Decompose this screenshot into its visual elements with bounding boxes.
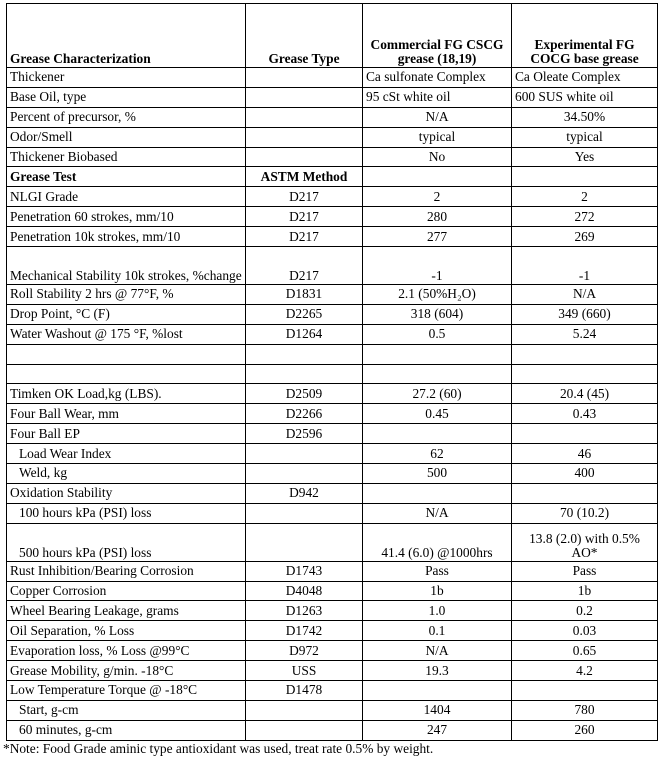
row-experimental-value: 0.43 xyxy=(512,404,658,424)
row-commercial-value xyxy=(363,424,512,444)
row-astm-method: D217 xyxy=(246,227,363,247)
row-experimental-value: 400 xyxy=(512,464,658,484)
row-commercial-value: N/A xyxy=(363,503,512,523)
row-label: Timken OK Load,kg (LBS). xyxy=(7,384,246,404)
row-label: Weld, kg xyxy=(7,464,246,484)
row-astm-method xyxy=(246,127,363,147)
grease-characterization-table xyxy=(6,3,658,741)
table-row xyxy=(7,661,658,681)
row-commercial-value: 500 xyxy=(363,464,512,484)
row-label: Grease Test xyxy=(7,167,246,187)
table-row xyxy=(7,424,658,444)
row-astm-method xyxy=(246,107,363,127)
row-astm-method xyxy=(246,147,363,167)
table-row xyxy=(7,523,658,561)
row-experimental-value: 2 xyxy=(512,187,658,207)
row-label: Grease Mobility, g/min. -18°C xyxy=(7,661,246,681)
row-astm-method: D217 xyxy=(246,247,363,285)
row-label: Four Ball EP xyxy=(7,424,246,444)
row-label xyxy=(7,364,246,384)
row-experimental-value xyxy=(512,483,658,503)
row-astm-method: D2596 xyxy=(246,424,363,444)
row-label: Water Washout @ 175 °F, %lost xyxy=(7,324,246,344)
row-label: Four Ball Wear, mm xyxy=(7,404,246,424)
table-row xyxy=(7,601,658,621)
row-experimental-value: 349 (660) xyxy=(512,304,658,324)
row-astm-method xyxy=(246,700,363,720)
row-label: Penetration 60 strokes, mm/10 xyxy=(7,207,246,227)
table-row xyxy=(7,207,658,227)
table-row xyxy=(7,167,658,187)
row-label: Roll Stability 2 hrs @ 77°F, % xyxy=(7,285,246,305)
row-commercial-value xyxy=(363,483,512,503)
row-astm-method xyxy=(246,87,363,107)
table-row xyxy=(7,581,658,601)
row-label: Drop Point, °C (F) xyxy=(7,304,246,324)
row-label: 500 hours kPa (PSI) loss xyxy=(7,523,246,561)
row-label: Wheel Bearing Leakage, grams xyxy=(7,601,246,621)
row-experimental-value: 600 SUS white oil xyxy=(512,87,658,107)
row-commercial-value: 318 (604) xyxy=(363,304,512,324)
row-experimental-value: 46 xyxy=(512,444,658,464)
row-astm-method xyxy=(246,503,363,523)
row-astm-method: D1743 xyxy=(246,561,363,581)
row-label: Percent of precursor, % xyxy=(7,107,246,127)
row-commercial-value: 95 cSt white oil xyxy=(363,87,512,107)
row-astm-method xyxy=(246,68,363,88)
row-astm-method xyxy=(246,464,363,484)
row-experimental-value xyxy=(512,344,658,364)
header-experimental-grease: Experimental FG COCG base grease xyxy=(512,4,658,68)
row-commercial-value: N/A xyxy=(363,641,512,661)
row-experimental-value: 20.4 (45) xyxy=(512,384,658,404)
row-label: Mechanical Stability 10k strokes, %change xyxy=(7,247,246,285)
row-label: Odor/Smell xyxy=(7,127,246,147)
row-experimental-value xyxy=(512,681,658,701)
row-astm-method: USS xyxy=(246,661,363,681)
table-row xyxy=(7,107,658,127)
row-astm-method: D1263 xyxy=(246,601,363,621)
row-commercial-value: 27.2 (60) xyxy=(363,384,512,404)
table-body xyxy=(7,4,658,741)
row-commercial-value: 0.1 xyxy=(363,621,512,641)
row-experimental-value xyxy=(512,424,658,444)
row-commercial-value xyxy=(363,344,512,364)
row-commercial-value xyxy=(363,681,512,701)
row-label: Copper Corrosion xyxy=(7,581,246,601)
row-label: Low Temperature Torque @ -18°C xyxy=(7,681,246,701)
row-astm-method: D1831 xyxy=(246,285,363,305)
row-astm-method xyxy=(246,444,363,464)
row-label: Thickener Biobased xyxy=(7,147,246,167)
blank-row xyxy=(7,344,658,364)
row-astm-method: D1264 xyxy=(246,324,363,344)
row-experimental-value: -1 xyxy=(512,247,658,285)
row-commercial-value: 62 xyxy=(363,444,512,464)
row-astm-method: D2265 xyxy=(246,304,363,324)
table-row xyxy=(7,227,658,247)
table-row xyxy=(7,384,658,404)
row-label: Load Wear Index xyxy=(7,444,246,464)
grease-table-container xyxy=(6,3,658,741)
row-label: 100 hours kPa (PSI) loss xyxy=(7,503,246,523)
table-row xyxy=(7,285,658,305)
table-row xyxy=(7,720,658,740)
header-grease-type: Grease Type xyxy=(246,4,363,68)
row-experimental-value: 0.65 xyxy=(512,641,658,661)
row-experimental-value: 260 xyxy=(512,720,658,740)
row-experimental-value: 4.2 xyxy=(512,661,658,681)
row-commercial-value: -1 xyxy=(363,247,512,285)
row-label: Evaporation loss, % Loss @99°C xyxy=(7,641,246,661)
header-row xyxy=(7,4,658,68)
row-commercial-value: 277 xyxy=(363,227,512,247)
table-row xyxy=(7,87,658,107)
row-astm-method xyxy=(246,364,363,384)
row-commercial-value: 247 xyxy=(363,720,512,740)
row-commercial-value: Pass xyxy=(363,561,512,581)
row-experimental-value xyxy=(512,167,658,187)
row-label: 60 minutes, g-cm xyxy=(7,720,246,740)
table-row xyxy=(7,247,658,285)
row-astm-method: ASTM Method xyxy=(246,167,363,187)
row-experimental-value: 1b xyxy=(512,581,658,601)
row-astm-method xyxy=(246,720,363,740)
row-label: Start, g-cm xyxy=(7,700,246,720)
table-row xyxy=(7,621,658,641)
row-commercial-value: 0.45 xyxy=(363,404,512,424)
table-row xyxy=(7,127,658,147)
row-commercial-value: Ca sulfonate Complex xyxy=(363,68,512,88)
row-commercial-value: 0.5 xyxy=(363,324,512,344)
row-label: Base Oil, type xyxy=(7,87,246,107)
row-experimental-value: 269 xyxy=(512,227,658,247)
table-row xyxy=(7,147,658,167)
row-astm-method: D217 xyxy=(246,207,363,227)
row-commercial-value: typical xyxy=(363,127,512,147)
row-experimental-value: 34.50% xyxy=(512,107,658,127)
row-commercial-value: N/A xyxy=(363,107,512,127)
row-label: NLGI Grade xyxy=(7,187,246,207)
row-experimental-value: 780 xyxy=(512,700,658,720)
table-row xyxy=(7,700,658,720)
row-astm-method: D217 xyxy=(246,187,363,207)
row-label: Penetration 10k strokes, mm/10 xyxy=(7,227,246,247)
row-astm-method xyxy=(246,523,363,561)
row-commercial-value: 41.4 (6.0) @1000hrs xyxy=(363,523,512,561)
row-experimental-value: typical xyxy=(512,127,658,147)
row-label xyxy=(7,344,246,364)
table-row xyxy=(7,641,658,661)
table-row xyxy=(7,561,658,581)
row-commercial-value: 1404 xyxy=(363,700,512,720)
row-experimental-value: 70 (10.2) xyxy=(512,503,658,523)
row-experimental-value: 5.24 xyxy=(512,324,658,344)
row-commercial-value xyxy=(363,167,512,187)
row-astm-method: D2509 xyxy=(246,384,363,404)
row-experimental-value: Yes xyxy=(512,147,658,167)
row-label: Oxidation Stability xyxy=(7,483,246,503)
row-experimental-value: 272 xyxy=(512,207,658,227)
row-astm-method: D4048 xyxy=(246,581,363,601)
row-astm-method: D972 xyxy=(246,641,363,661)
row-commercial-value: 1.0 xyxy=(363,601,512,621)
row-commercial-value: 19.3 xyxy=(363,661,512,681)
table-row xyxy=(7,503,658,523)
row-astm-method: D2266 xyxy=(246,404,363,424)
row-experimental-value: 13.8 (2.0) with 0.5% AO* xyxy=(512,523,658,561)
row-astm-method: D1742 xyxy=(246,621,363,641)
row-experimental-value xyxy=(512,364,658,384)
row-label: Oil Separation, % Loss xyxy=(7,621,246,641)
table-row xyxy=(7,404,658,424)
table-row xyxy=(7,483,658,503)
row-commercial-value xyxy=(363,364,512,384)
table-row xyxy=(7,464,658,484)
row-label: Rust Inhibition/Bearing Corrosion xyxy=(7,561,246,581)
row-commercial-value: 2.1 (50%H₂O) xyxy=(363,285,512,305)
table-row xyxy=(7,324,658,344)
row-experimental-value: N/A xyxy=(512,285,658,305)
row-commercial-value: 1b xyxy=(363,581,512,601)
blank-row xyxy=(7,364,658,384)
footnote: *Note: Food Grade aminic type antioxidant was used, treat rate 0.5% by weight. xyxy=(3,741,434,756)
row-astm-method xyxy=(246,344,363,364)
row-commercial-value: No xyxy=(363,147,512,167)
row-experimental-value: Ca Oleate Complex xyxy=(512,68,658,88)
table-row xyxy=(7,444,658,464)
table-row xyxy=(7,681,658,701)
row-label: Thickener xyxy=(7,68,246,88)
row-experimental-value: Pass xyxy=(512,561,658,581)
row-experimental-value: 0.2 xyxy=(512,601,658,621)
table-row xyxy=(7,304,658,324)
row-commercial-value: 2 xyxy=(363,187,512,207)
row-experimental-value: 0.03 xyxy=(512,621,658,641)
table-row xyxy=(7,68,658,88)
table-row xyxy=(7,187,658,207)
header-commercial-grease: Commercial FG CSCG grease (18,19) xyxy=(363,4,512,68)
row-astm-method: D942 xyxy=(246,483,363,503)
header-grease-characterization: Grease Characterization xyxy=(7,4,246,68)
row-commercial-value: 280 xyxy=(363,207,512,227)
row-astm-method: D1478 xyxy=(246,681,363,701)
